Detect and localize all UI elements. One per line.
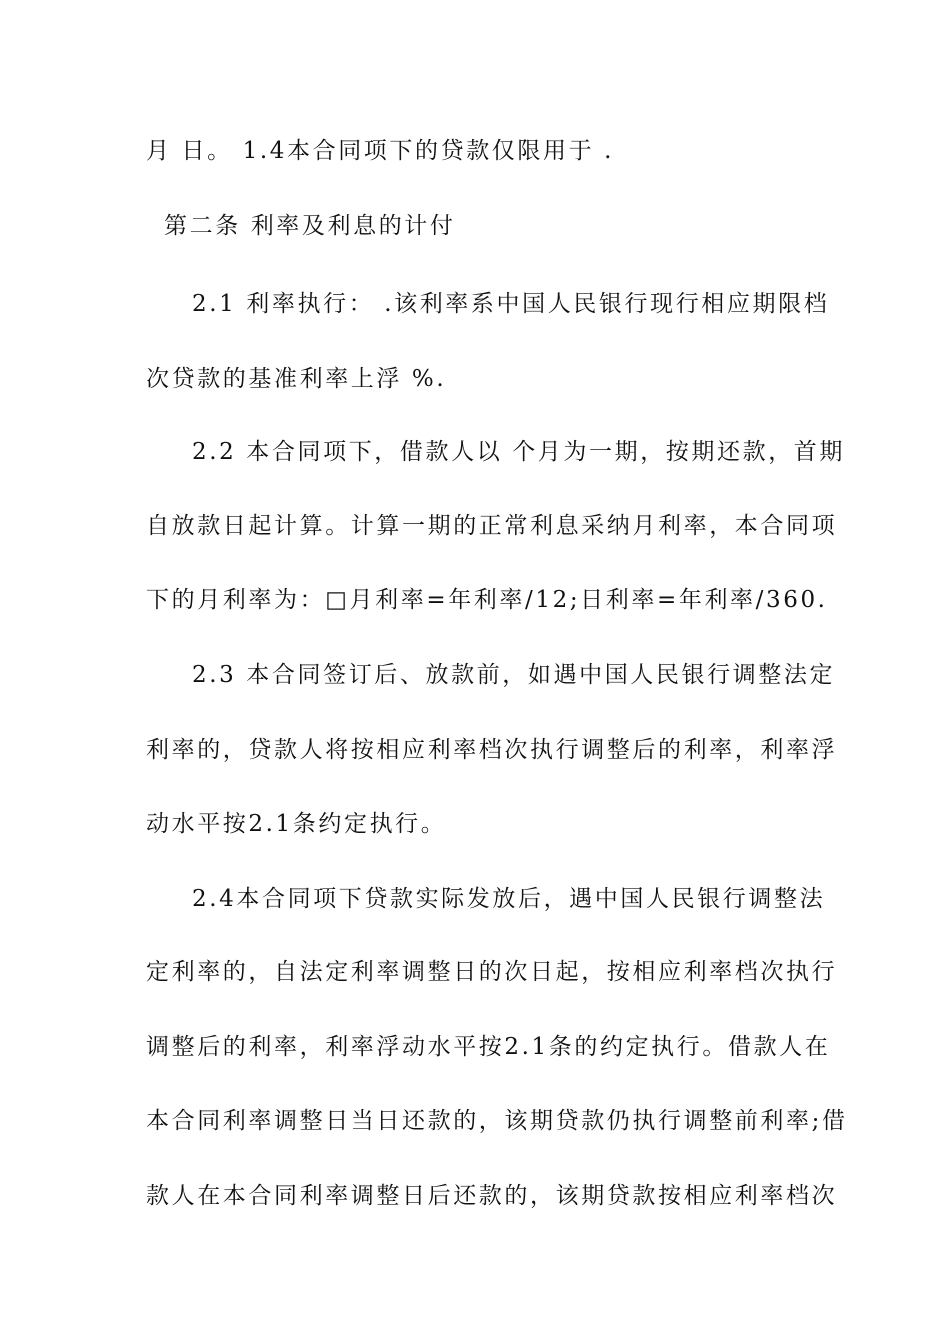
article-heading: 第二条 利率及利息的计付	[164, 213, 456, 239]
text-line-7: 下的月利率为：□月利率=年利率/12;日利率=年利率/360.	[146, 587, 828, 613]
text-line-14: 本合同利率调整日当日还款的，该期贷款仍执行调整前利率;借	[146, 1108, 848, 1134]
text-line-5: 2.2 本合同项下，借款人以 个月为一期，按期还款，首期	[192, 439, 845, 465]
text-line-1: 月 日。 1.4本合同项下的贷款仅限用于 .	[146, 138, 615, 164]
text-line-12: 定利率的，自法定利率调整日的次日起，按相应利率档次执行	[146, 959, 838, 985]
text-line-6: 自放款日起计算。计算一期的正常利息采纳月利率，本合同项	[146, 513, 838, 539]
text-line-9: 利率的，贷款人将按相应利率档次执行调整后的利率，利率浮	[146, 737, 838, 763]
text-line-3: 2.1 利率执行： .该利率系中国人民银行现行相应期限档	[192, 291, 830, 317]
text-line-11: 2.4本合同项下贷款实际发放后，遇中国人民银行调整法	[192, 886, 826, 912]
text-line-8: 2.3 本合同签订后、放款前，如遇中国人民银行调整法定	[192, 662, 836, 688]
text-line-4: 次贷款的基准利率上浮 %.	[146, 366, 447, 392]
text-line-13: 调整后的利率，利率浮动水平按2.1条的约定执行。借款人在	[146, 1034, 831, 1060]
text-line-10: 动水平按2.1条约定执行。	[146, 811, 447, 837]
text-line-15: 款人在本合同利率调整日后还款的，该期贷款按相应利率档次	[146, 1183, 838, 1209]
